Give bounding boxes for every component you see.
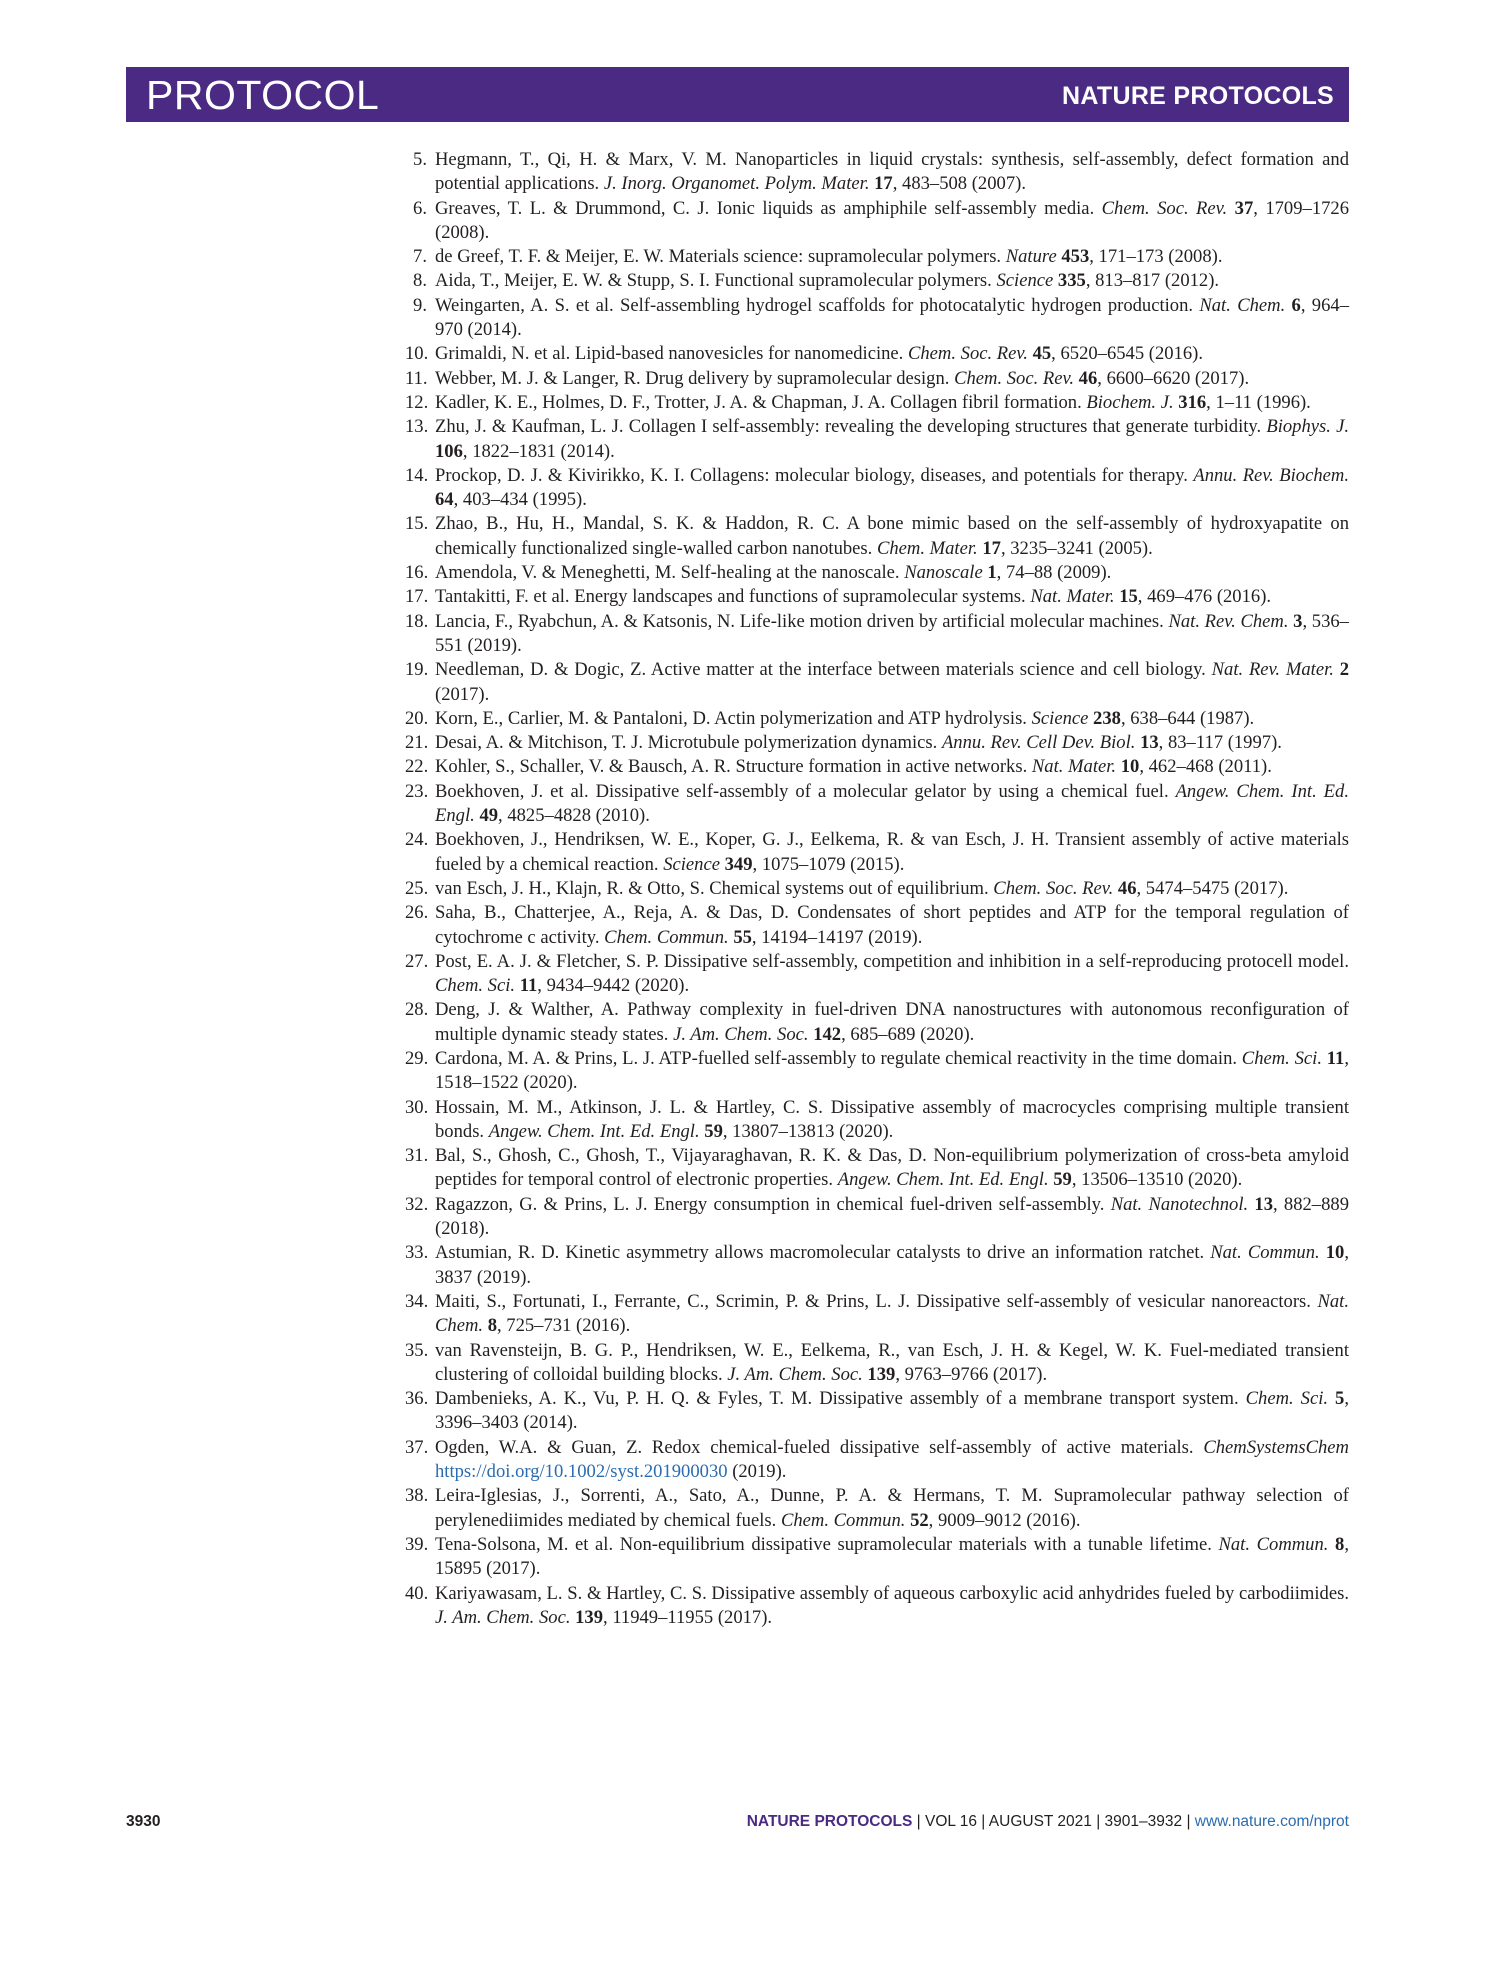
reference-text: Post, E. A. J. & Fletcher, S. P. Dissipative self-assembly, competition and inhibition in a self-reproducing protocell model. bbox=[435, 950, 1349, 972]
reference-number: 5. bbox=[413, 149, 427, 170]
reference-text: , 83–117 (1997). bbox=[1158, 732, 1282, 754]
reference-text: Grimaldi, N. et al. Lipid-based nanovesicles for nanomedicine. bbox=[435, 343, 908, 365]
reference-text: Deng, J. & Walther, A. Pathway complexity in fuel-driven DNA nanostructures with autonomous reconfiguration of multiple dynamic steady states. bbox=[435, 999, 1349, 1045]
journal-title: Science bbox=[1031, 707, 1089, 729]
volume-number: 64 bbox=[435, 489, 454, 511]
reference-number: 7. bbox=[413, 246, 427, 268]
reference-item bbox=[405, 731, 1349, 755]
reference-item bbox=[405, 707, 1349, 731]
reference-text: Kadler, K. E., Holmes, D. F., Trotter, J. A. & Chapman, J. A. Collagen fibril formation. bbox=[435, 391, 1087, 413]
reference-item bbox=[405, 415, 1349, 464]
reference-text: Leira-Iglesias, J., Sorrenti, A., Sato, A., Dunne, P. A. & Hermans, T. M. Supramolecular pathway selection of perylenediimides mediated by chemical fuels. bbox=[435, 1485, 1349, 1531]
volume-number: 55 bbox=[733, 926, 752, 948]
reference-number: 14. bbox=[405, 464, 429, 486]
reference-text: Ragazzon, G. & Prins, L. J. Energy consumption in chemical fuel-driven self-assembly. bbox=[435, 1193, 1111, 1215]
journal-title: Annu. Rev. Cell Dev. Biol. bbox=[941, 732, 1136, 754]
volume-number: 59 bbox=[704, 1120, 723, 1142]
reference-text: , 1709–1726 (2008). bbox=[435, 197, 1350, 243]
journal-title: Angew. Chem. Int. Ed. Engl. bbox=[837, 1169, 1049, 1191]
reference-item bbox=[405, 1582, 1349, 1631]
reference-text: , 483–508 (2007). bbox=[892, 173, 1026, 195]
reference-text: , 6600–6620 (2017). bbox=[1097, 367, 1250, 389]
volume-number: 10 bbox=[1325, 1242, 1345, 1264]
reference-text: , 11949–11955 (2017). bbox=[603, 1606, 773, 1628]
volume-number: 8 bbox=[487, 1315, 497, 1337]
volume-number: 5 bbox=[1335, 1388, 1345, 1410]
reference-number: 31. bbox=[405, 1145, 429, 1167]
journal-title: Chem. Soc. Rev. bbox=[993, 877, 1114, 899]
reference-text: , 685–689 (2020). bbox=[841, 1023, 975, 1045]
reference-text: , 462–468 (2011). bbox=[1139, 756, 1272, 778]
reference-item bbox=[405, 950, 1349, 999]
reference-item bbox=[405, 1193, 1349, 1242]
reference-number: 39. bbox=[405, 1533, 429, 1555]
reference-item bbox=[405, 1436, 1349, 1485]
journal-title: Chem. Commun. bbox=[780, 1509, 906, 1531]
journal-title: Angew. Chem. Int. Ed. Engl. bbox=[435, 780, 1349, 827]
reference-text: Weingarten, A. S. et al. Self-assembling hydrogel scaffolds for photocatalytic hydrogen production. bbox=[435, 294, 1200, 316]
reference-item bbox=[405, 342, 1349, 366]
volume-number: 335 bbox=[1057, 270, 1086, 292]
volume-number: 349 bbox=[724, 853, 753, 875]
volume-number: 52 bbox=[910, 1509, 929, 1531]
reference-text: , 813–817 (2012). bbox=[1085, 270, 1220, 292]
volume-number: 3 bbox=[1293, 610, 1303, 632]
volume-number: 46 bbox=[1078, 367, 1098, 389]
reference-text: Aida, T., Meijer, E. W. & Stupp, S. I. Functional supramolecular polymers. bbox=[435, 270, 997, 292]
volume-number: 11 bbox=[1326, 1047, 1345, 1069]
journal-title: Chem. Commun. bbox=[604, 926, 729, 948]
footer-url-link[interactable]: www.nature.com/nprot bbox=[1194, 1813, 1349, 1830]
reference-item bbox=[405, 1241, 1349, 1290]
reference-text: , 13807–13813 (2020). bbox=[722, 1120, 894, 1142]
reference-text: , 6520–6545 (2016). bbox=[1051, 343, 1204, 365]
reference-text: , 403–434 (1995). bbox=[453, 489, 587, 511]
reference-number: 34. bbox=[405, 1290, 429, 1312]
reference-number: 35. bbox=[405, 1339, 429, 1361]
reference-text: Hossain, M. M., Atkinson, J. L. & Hartley, C. S. Dissipative assembly of macrocycles comprising multiple transient bonds. bbox=[435, 1096, 1349, 1142]
reference-text: , 4825–4828 (2010). bbox=[498, 805, 650, 827]
reference-number: 38. bbox=[405, 1485, 429, 1507]
volume-number: 15 bbox=[1119, 586, 1138, 608]
reference-text: Zhao, B., Hu, H., Mandal, S. K. & Haddon, R. C. A bone mimic based on the self-assembly of hydroxyapatite on chemically functionalized single-walled carbon nanotubes. bbox=[435, 513, 1349, 559]
reference-text: Webber, M. J. & Langer, R. Drug delivery by supramolecular design. bbox=[435, 367, 955, 389]
reference-item bbox=[405, 1484, 1349, 1533]
journal-title: Science bbox=[663, 853, 720, 875]
reference-text: (2019). bbox=[727, 1461, 787, 1483]
journal-title: J. Am. Chem. Soc. bbox=[435, 1606, 571, 1628]
reference-text: Lancia, F., Ryabchun, A. & Katsonis, N. Life-like motion driven by artificial molecular machines. bbox=[435, 610, 1169, 632]
reference-text: Bal, S., Ghosh, C., Ghosh, T., Vijayaraghavan, R. K. & Das, D. Non-equilibrium polymerization of cross-beta amyloid peptides for temporal control of electronic properties. bbox=[435, 1145, 1349, 1191]
journal-title: Nat. Rev. Chem. bbox=[1168, 610, 1289, 632]
reference-item bbox=[405, 148, 1349, 197]
footer-citation: NATURE PROTOCOLS | VOL 16 | AUGUST 2021 | 3901–3932 | www.nature.com/nprot bbox=[746, 1813, 1349, 1830]
reference-text: , 536–551 (2019). bbox=[435, 610, 1349, 656]
reference-number: 27. bbox=[405, 950, 429, 972]
reference-text: Greaves, T. L. & Drummond, C. J. Ionic liquids as amphiphile self-assembly media. bbox=[435, 197, 1102, 219]
reference-number: 29. bbox=[405, 1047, 429, 1069]
journal-title: Nat. Mater. bbox=[1031, 756, 1117, 778]
reference-number: 32. bbox=[405, 1193, 429, 1215]
journal-title: Chem. Sci. bbox=[1245, 1388, 1329, 1410]
reference-text: Boekhoven, J. et al. Dissipative self-assembly of a molecular gelator by using a chemical fuel. bbox=[435, 780, 1176, 802]
reference-list bbox=[405, 148, 1349, 1630]
volume-number: 2 bbox=[1339, 659, 1350, 681]
reference-number: 6. bbox=[413, 197, 427, 219]
journal-title: Chem. Soc. Rev. bbox=[954, 367, 1075, 389]
reference-text: , 725–731 (2016). bbox=[496, 1315, 631, 1337]
reference-item bbox=[405, 658, 1349, 707]
volume-number: 139 bbox=[867, 1363, 896, 1385]
reference-item bbox=[405, 245, 1349, 269]
reference-text: Astumian, R. D. Kinetic asymmetry allows macromolecular catalysts to drive an information ratchet. bbox=[435, 1242, 1211, 1264]
reference-text: Cardona, M. A. & Prins, L. J. ATP-fuelled self-assembly to regulate chemical reactivity in the time domain. bbox=[435, 1047, 1242, 1069]
reference-text: , 9434–9442 (2020). bbox=[537, 975, 690, 997]
reference-item bbox=[405, 1339, 1349, 1388]
reference-text: , 469–476 (2016). bbox=[1137, 586, 1272, 608]
volume-number: 316 bbox=[1178, 391, 1207, 413]
reference-number: 25. bbox=[405, 877, 429, 899]
reference-text: Tena-Solsona, M. et al. Non-equilibrium dissipative supramolecular materials with a tunable lifetime. bbox=[435, 1533, 1219, 1555]
reference-number: 17. bbox=[405, 586, 429, 608]
reference-item bbox=[405, 561, 1349, 585]
journal-title: J. Inorg. Organomet. Polym. Mater. bbox=[603, 173, 870, 195]
reference-text: Kohler, S., Schaller, V. & Bausch, A. R. Structure formation in active networks. bbox=[435, 756, 1032, 778]
journal-title: Nanoscale bbox=[904, 562, 983, 584]
reference-text: Korn, E., Carlier, M. & Pantaloni, D. Actin polymerization and ATP hydrolysis. bbox=[435, 707, 1032, 729]
reference-text: Saha, B., Chatterjee, A., Reja, A. & Das, D. Condensates of short peptides and ATP for the temporal regulation of cytochrome c activity. bbox=[435, 902, 1349, 948]
reference-item bbox=[405, 1047, 1349, 1096]
journal-title: J. Am. Chem. Soc. bbox=[727, 1363, 863, 1385]
journal-title: Nature bbox=[1005, 246, 1057, 268]
footer-date: AUGUST 2021 bbox=[988, 1813, 1092, 1830]
journal-title: Chem. Mater. bbox=[876, 537, 978, 559]
reference-item bbox=[405, 512, 1349, 561]
volume-number: 6 bbox=[1291, 294, 1301, 316]
reference-number: 36. bbox=[405, 1388, 429, 1410]
reference-text: , 5474–5475 (2017). bbox=[1136, 877, 1289, 899]
page-header bbox=[126, 67, 1349, 122]
volume-number: 10 bbox=[1120, 756, 1140, 778]
reference-text: Prockop, D. J. & Kivirikko, K. I. Collagens: molecular biology, diseases, and potentials for therapy. bbox=[435, 464, 1194, 486]
reference-number: 22. bbox=[405, 756, 429, 778]
reference-number: 37. bbox=[405, 1436, 429, 1458]
reference-item bbox=[405, 901, 1349, 950]
reference-item bbox=[405, 464, 1349, 513]
reference-text: , 74–88 (2009). bbox=[996, 562, 1112, 584]
reference-item bbox=[405, 391, 1349, 415]
reference-text: , 14194–14197 (2019). bbox=[751, 926, 923, 948]
reference-text bbox=[1328, 1388, 1335, 1409]
reference-text: Maiti, S., Fortunati, I., Ferrante, C., Scrimin, P. & Prins, L. J. Dissipative self-assembly of vesicular nanoreactors. bbox=[435, 1290, 1318, 1312]
volume-number: 49 bbox=[479, 805, 499, 827]
reference-item bbox=[405, 367, 1349, 391]
reference-text: , 3396–3403 (2014). bbox=[435, 1388, 1349, 1434]
reference-text: (2017). bbox=[435, 683, 490, 705]
reference-number: 23. bbox=[405, 780, 429, 802]
reference-item bbox=[405, 828, 1349, 877]
journal-title: Nat. Chem. bbox=[435, 1290, 1349, 1337]
reference-text: de Greef, T. F. & Meijer, E. W. Materials science: supramolecular polymers. bbox=[435, 246, 1006, 268]
reference-number: 20. bbox=[405, 707, 429, 729]
footer-pages: 3901–3932 bbox=[1104, 1813, 1183, 1830]
reference-text: , 3837 (2019). bbox=[435, 1242, 1349, 1288]
journal-title: Chem. Soc. Rev. bbox=[907, 343, 1028, 365]
reference-number: 12. bbox=[405, 391, 429, 413]
reference-item bbox=[405, 998, 1349, 1047]
reference-number: 10. bbox=[405, 343, 429, 365]
volume-number: 13 bbox=[1254, 1193, 1273, 1215]
reference-text: Desai, A. & Mitchison, T. J. Microtubule polymerization dynamics. bbox=[435, 732, 942, 754]
reference-item bbox=[405, 1144, 1349, 1193]
journal-title: Chem. Sci. bbox=[435, 975, 516, 997]
journal-title: Annu. Rev. Biochem. bbox=[1193, 464, 1349, 486]
journal-title: Science bbox=[996, 270, 1054, 292]
reference-text: , 882–889 (2018). bbox=[435, 1193, 1349, 1240]
journal-title: Biophys. J. bbox=[1266, 416, 1349, 438]
journal-title: Nat. Chem. bbox=[1199, 294, 1286, 316]
reference-text: Dambenieks, A. K., Vu, P. H. Q. & Fyles, T. M. Dissipative assembly of a membrane transport system. bbox=[435, 1388, 1246, 1410]
reference-text: , 13506–13510 (2020). bbox=[1071, 1169, 1243, 1191]
reference-text: , 1518–1522 (2020). bbox=[435, 1047, 1350, 1094]
reference-text: , 9009–9012 (2016). bbox=[928, 1509, 1081, 1531]
volume-number: 13 bbox=[1140, 732, 1159, 754]
reference-text: van Esch, J. H., Klajn, R. & Otto, S. Chemical systems out of equilibrium. bbox=[435, 877, 994, 899]
reference-text: Amendola, V. & Meneghetti, M. Self-healing at the nanoscale. bbox=[435, 562, 905, 584]
reference-text: , 171–173 (2008). bbox=[1089, 246, 1223, 268]
reference-text: , 1–11 (1996). bbox=[1206, 391, 1311, 413]
reference-number: 33. bbox=[405, 1242, 429, 1264]
volume-number: 139 bbox=[575, 1606, 604, 1628]
reference-number: 16. bbox=[405, 562, 429, 584]
reference-item bbox=[405, 1533, 1349, 1582]
footer-volume: VOL 16 bbox=[925, 1813, 977, 1830]
reference-number: 26. bbox=[405, 902, 429, 924]
reference-number: 13. bbox=[405, 416, 429, 438]
journal-title: Nat. Nanotechnol. bbox=[1110, 1193, 1249, 1215]
reference-text: Hegmann, T., Qi, H. & Marx, V. M. Nanoparticles in liquid crystals: synthesis, self-assembly, defect formation and potential applications. bbox=[435, 149, 1349, 195]
volume-number: 142 bbox=[813, 1023, 842, 1045]
reference-number: 15. bbox=[405, 513, 429, 535]
page-footer bbox=[126, 1812, 1349, 1832]
volume-number: 106 bbox=[435, 440, 463, 462]
reference-item bbox=[405, 780, 1349, 829]
reference-number: 19. bbox=[405, 659, 429, 681]
volume-number: 17 bbox=[874, 173, 893, 195]
journal-title: J. Am. Chem. Soc. bbox=[673, 1023, 809, 1045]
reference-text: Zhu, J. & Kaufman, L. J. Collagen I self-assembly: revealing the developing structures that generate turbidity. bbox=[435, 416, 1267, 438]
reference-text: Ogden, W.A. & Guan, Z. Redox chemical-fueled dissipative self-assembly of active materials. bbox=[435, 1436, 1204, 1458]
reference-text: , 1075–1079 (2015). bbox=[752, 853, 905, 875]
reference-text: , 9763–9766 (2017). bbox=[895, 1363, 1048, 1385]
reference-number: 40. bbox=[405, 1582, 429, 1604]
reference-text: Boekhoven, J., Hendriksen, W. E., Koper, G. J., Eelkema, R. & van Esch, J. H. Transient assembly of active materials fueled by a chemical reaction. bbox=[435, 829, 1349, 875]
reference-text: , 1822–1831 (2014). bbox=[462, 440, 615, 462]
reference-item bbox=[405, 294, 1349, 343]
reference-text: , 3235–3241 (2005). bbox=[1000, 537, 1153, 559]
volume-number: 37 bbox=[1234, 197, 1254, 219]
reference-text: , 964–970 (2014). bbox=[435, 294, 1349, 341]
volume-number: 59 bbox=[1053, 1169, 1072, 1191]
reference-item bbox=[405, 585, 1349, 609]
page-number: 3930 bbox=[126, 1813, 161, 1830]
reference-text: Tantakitti, F. et al. Energy landscapes and functions of supramolecular systems. bbox=[435, 586, 1031, 608]
doi-link[interactable]: https://doi.org/10.1002/syst.201900030 bbox=[435, 1461, 728, 1483]
reference-item bbox=[405, 1096, 1349, 1145]
journal-title: Nat. Commun. bbox=[1218, 1533, 1329, 1555]
reference-number: 28. bbox=[405, 999, 429, 1021]
reference-text: van Ravensteijn, B. G. P., Hendriksen, W. E., Eelkema, R., van Esch, J. H. & Kegel, W. K. Fuel-mediated transient clustering of colloidal building blocks. bbox=[435, 1339, 1349, 1385]
volume-number: 11 bbox=[519, 975, 538, 997]
footer-journal: NATURE PROTOCOLS bbox=[746, 1813, 913, 1830]
journal-title: ChemSystemsChem bbox=[1203, 1436, 1349, 1458]
volume-number: 17 bbox=[982, 537, 1001, 559]
reference-text: Kariyawasam, L. S. & Hartley, C. S. Dissipative assembly of aqueous carboxylic acid anhydrides fueled by carbodiimides. bbox=[435, 1582, 1349, 1604]
journal-title: Nat. Rev. Mater. bbox=[1211, 659, 1334, 681]
reference-item bbox=[405, 269, 1349, 293]
reference-text: , 638–644 (1987). bbox=[1120, 707, 1255, 729]
journal-name: NATURE PROTOCOLS bbox=[1062, 82, 1334, 110]
reference-number: 30. bbox=[405, 1096, 429, 1118]
reference-number: 11. bbox=[405, 367, 428, 389]
reference-item bbox=[405, 755, 1349, 779]
volume-number: 46 bbox=[1117, 877, 1137, 899]
reference-item bbox=[405, 877, 1349, 901]
journal-title: Angew. Chem. Int. Ed. Engl. bbox=[488, 1120, 700, 1142]
reference-number: 24. bbox=[405, 829, 429, 851]
journal-title: Nat. Mater. bbox=[1030, 586, 1115, 608]
journal-title: Chem. Soc. Rev. bbox=[1101, 197, 1228, 219]
reference-text bbox=[1227, 198, 1234, 219]
journal-title: Nat. Commun. bbox=[1210, 1242, 1320, 1264]
reference-number: 9. bbox=[413, 294, 427, 316]
reference-text: , 15895 (2017). bbox=[435, 1533, 1349, 1580]
reference-number: 8. bbox=[413, 270, 427, 292]
volume-number: 1 bbox=[987, 562, 997, 584]
reference-item bbox=[405, 197, 1349, 246]
reference-number: 18. bbox=[405, 610, 429, 632]
journal-title: Chem. Sci. bbox=[1241, 1047, 1322, 1069]
reference-number: 21. bbox=[405, 732, 429, 754]
reference-text: Needleman, D. & Dogic, Z. Active matter at the interface between materials science and cell biology. bbox=[435, 659, 1212, 681]
volume-number: 453 bbox=[1061, 246, 1090, 268]
reference-item bbox=[405, 1290, 1349, 1339]
section-label: PROTOCOL bbox=[146, 72, 380, 118]
reference-item bbox=[405, 1387, 1349, 1436]
reference-item bbox=[405, 610, 1349, 659]
volume-number: 8 bbox=[1335, 1533, 1345, 1555]
volume-number: 45 bbox=[1032, 343, 1052, 365]
volume-number: 238 bbox=[1093, 707, 1121, 729]
journal-title: Biochem. J. bbox=[1086, 391, 1174, 413]
